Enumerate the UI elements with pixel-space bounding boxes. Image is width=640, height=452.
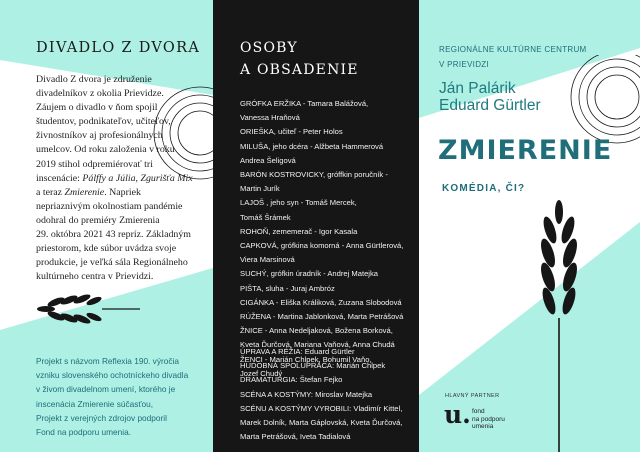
cast-line: GRÓFKA ERŽIKA - Tamara Balážová,	[240, 99, 369, 108]
crew-line: DRAMATURGIA: Štefan Fejko	[240, 375, 343, 385]
author-name: Eduard Gürtler	[439, 97, 541, 114]
cast-line: SUCHÝ, grófkin úradník - Andrej Matejka	[240, 269, 379, 279]
partner-label: HLAVNÝ PARTNER	[445, 393, 500, 399]
crew-line: HUDOBNÁ SPOLUPRÁCA: Marián Chlpek	[240, 361, 386, 371]
cast-line: ROHOŇ, zememerač - Igor Kasala	[240, 226, 358, 236]
partner-name-line: umenia	[472, 423, 494, 430]
body-line	[36, 172, 196, 186]
cast-title-line2: A OBSADENIE	[240, 62, 359, 78]
body-line: študentov, podnikateľov, učiteľov,	[36, 116, 171, 128]
cast-line: BARÓN KOSTROVICKY, gróffkin poručník -	[240, 170, 388, 180]
cast-line: PIŠTA, sluha - Juraj Ambróz	[240, 283, 335, 293]
footer-line: v živom divadelnom umení, ktorého je	[36, 384, 176, 395]
footer-line: vzniku slovenského ochotníckeho divadla	[36, 370, 189, 381]
body-line: 29. októbra 2021 43 repríz. Základným	[36, 229, 191, 241]
body-line: 2019 stihol odpremiérovať tri	[36, 158, 153, 170]
cast-line: RÚŽENA - Martina Jablonková, Marta Petrášová	[240, 312, 404, 322]
partner-name-line: fond	[472, 408, 485, 415]
footer-line: Fond na podporu umenia.	[36, 427, 132, 438]
crew-list	[240, 345, 415, 444]
body-text: . Napriek	[104, 186, 141, 198]
footer-line: Projekt s názvom Reflexia 190. výročia	[36, 356, 179, 366]
fond-logo-icon: u.	[444, 400, 471, 429]
crew-line: Marta Petrášová, Iveta Tadialová	[240, 432, 351, 442]
organizer-line2: V PRIEVIDZI	[439, 60, 489, 69]
partner-name	[472, 408, 505, 431]
body-line: umelcov. Od roku založenia v roku	[36, 144, 175, 156]
body-text: inscenácie:	[36, 172, 83, 184]
cast-line: Jozef Chudý	[240, 368, 283, 378]
cast-line: Vanessa Hraňová	[240, 113, 300, 123]
footer-line: Projekt z verejných zdrojov podporil	[36, 412, 167, 423]
body-line: nepriaznivým okolnostiam pandémie	[36, 200, 183, 212]
cast-line: Viera Marsinová	[240, 255, 295, 265]
cast-line: Kveta Ďurčová, Mariana Vaňová, Anna Chudá	[240, 340, 395, 350]
play-subtitle: KOMÉDIA, ČI?	[442, 183, 526, 194]
company-description	[36, 73, 196, 284]
cast-title-line1: OSOBY	[240, 40, 298, 56]
cast-list	[240, 97, 415, 381]
cast-line: ŽENCI - Marián Chlpek, Bohumil Vaňo,	[240, 354, 372, 364]
body-line	[36, 186, 196, 200]
body-titles-italic: Pálffy a Júlia, Zgurišťa Mix	[82, 172, 193, 184]
cast-line: ŽNICE - Anna Nedeljaková, Božena Borková,	[240, 326, 393, 336]
body-line: produkcie, je veľká sála Regionálneho	[36, 257, 188, 269]
organizer-line1: REGIONÁLNE KULTÚRNE CENTRUM	[439, 45, 587, 54]
company-title: DIVADLO Z DVORA	[36, 40, 201, 56]
project-note	[36, 354, 204, 439]
crew-line: ÚPRAVA A RÉŽIA: Eduard Gürtler	[240, 347, 355, 356]
cast-line: CIGÁNKA - Eliška Králiková, Zuzana Slobodová	[240, 297, 402, 307]
body-line: Divadlo Z dvora je združenie	[36, 74, 152, 85]
body-line: Záujem o divadlo v ňom spojil	[36, 102, 158, 114]
wheat-icon	[32, 290, 142, 328]
authors	[439, 80, 541, 114]
footer-line: inscenácia Zmierenie súčasťou,	[36, 398, 154, 409]
cast-line: MILUŠA, jeho dcéra - Alžbeta Hammerová	[240, 141, 384, 151]
cast-title	[240, 37, 359, 81]
cast-line: CAPKOVÁ, grófkina komorná - Anna Gürtlerová,	[240, 241, 404, 251]
partner-name-line: na podporu	[472, 415, 505, 423]
cast-line: Martin Jurík	[240, 184, 280, 194]
body-line: živnostníkov aj profesionálnych	[36, 130, 163, 142]
crew-line: Marek Dolník, Marta Gáplovská, Kveta Ďurčová,	[240, 418, 403, 428]
body-text: a teraz	[36, 186, 65, 198]
cast-line: ORIEŠKA, učiteľ - Peter Holos	[240, 127, 343, 137]
body-line: divadelníkov z okolia Prievidze.	[36, 88, 164, 100]
play-title: ZMIERENIE	[438, 135, 613, 166]
middle-panel	[213, 0, 419, 452]
cast-line: LAJOŠ , jeho syn - Tomáš Mercek,	[240, 198, 357, 208]
wheat-icon	[529, 198, 589, 452]
body-line: kultúrneho centra v Prievidzi.	[36, 271, 154, 283]
cast-line: Andrea Šeligová	[240, 155, 296, 165]
author-name: Ján Palárik	[439, 80, 516, 97]
left-panel	[0, 0, 213, 452]
body-line: odohral do premiéry Zmierenia	[36, 214, 160, 226]
body-line: priestorom, kde súbor uvádza svoje	[36, 243, 177, 255]
crew-line: SCÉNU A KOSTÝMY VYROBILI: Vladimír Kittel,	[240, 403, 403, 413]
crew-line: SCÉNA A KOSTÝMY: Miroslav Matejka	[240, 389, 373, 399]
right-panel	[419, 0, 640, 452]
body-zmierenie-italic: Zmierenie	[64, 186, 105, 198]
cast-line: Tomáš Šrámek	[240, 212, 291, 222]
organizer	[439, 42, 587, 72]
